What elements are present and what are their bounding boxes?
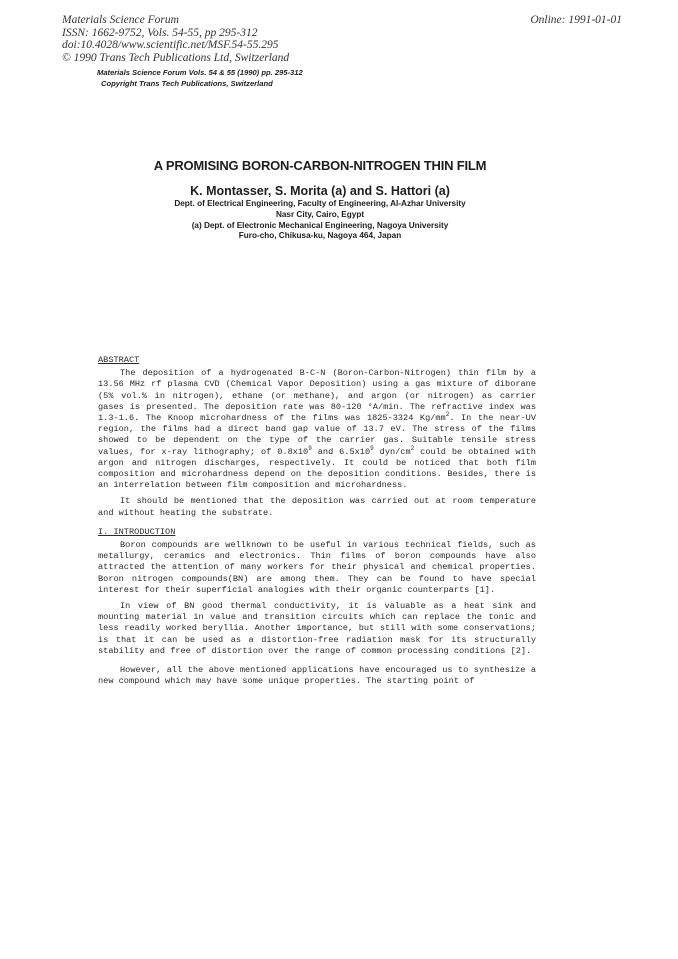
stamp-line-1: Materials Science Forum Vols. 54 & 55 (1990) pp. 295-312: [97, 68, 303, 77]
title-block: [80, 158, 560, 242]
affiliation-line: (a) Dept. of Electronic Mechanical Engineering, Nagoya University: [191, 220, 449, 230]
issn-line: ISSN: 1662-9752, Vols. 54-55, pp 295-312: [62, 26, 258, 39]
doi-line: doi:10.4028/www.scientific.net/MSF.54-55.295: [62, 39, 279, 51]
affiliation-line: Furo-cho, Chikusa-ku, Nagoya 464, Japan: [238, 231, 402, 241]
introduction-paragraph: In view of BN good thermal conductivity, it is valuable as a heat sink and mounting material in value and transition circuits which can replace the tonic and less readily worked beryllia. Another importance, but still with some conservations; is that it can be used as a distortion-free radiation mask for its structurally stability and free of distortion over the range of common processing conditions [2].: [98, 601, 536, 656]
abstract-paragraph: It should be mentioned that the deposition was carried out at room temperature and without heating the substrate.: [98, 496, 536, 518]
online-date: Online: 1991-01-01: [530, 14, 622, 26]
copyright-line: © 1990 Trans Tech Publications Ltd, Switzerland: [62, 51, 290, 64]
introduction-heading: I. INTRODUCTION: [98, 526, 176, 537]
stamp-line-2: Copyright Trans Tech Publications, Switzerland: [101, 79, 273, 88]
affiliation-line: Nasr City, Cairo, Egypt: [275, 209, 365, 219]
paper-title: A PROMISING BORON-CARBON-NITROGEN THIN FILM: [153, 158, 487, 173]
abstract-heading: ABSTRACT: [98, 355, 140, 365]
publication-header: [62, 14, 622, 64]
original-copyright-stamp: [97, 67, 303, 89]
paper-body: [98, 355, 536, 687]
affiliation-line: Dept. of Electrical Engineering, Faculty of Engineering, Al-Azhar University: [174, 199, 466, 208]
introduction-paragraph: Boron compounds are wellknown to be useful in various technical fields, such as metallurgy, ceramics and electronics. Thin films of boron compounds have also attracted the attention of many workers for their physical and chemical properties. Boron nitrogen compounds(BN) are among them. They can be found to have special interest for their superficial analogies with their organic counterparts [1].: [98, 540, 536, 595]
abstract-paragraph: The deposition of a hydrogenated B-C-N (Boron-Carbon-Nitrogen) thin film by a 13.56 MHz rf plasma CVD (Chemical Vapor Deposition) using a gas mixture of diborane (5% vol.% in nitrogen), ethane (or methane), and argon (or nitrogen) as carrier gases is presented. The deposition rate was 80-120 °A/min. The refractive index was 1.3-1.6. The Knoop microhardness of the films was 1825-3324 $Kg/mm^2$. In the near-UV region, the films had a direct band gap value of 13.7 eV. The stress of the films showed to be dependent on the type of the carrier gas. Suitable tensile stress values, for x-ray lithography; of $0.8x10^9$ and $6.5x10^9$ dyn/$cm^2$ could be obtained with argon and nitrogen discharges, respectively. It could be noticed that both film composition and microhardness depend on the deposition conditions. Besides, there is an interrelation between film composition and microhardness.: [98, 368, 536, 491]
paper-authors: K. Montasser, S. Morita (a) and S. Hattori (a): [190, 184, 450, 198]
introduction-paragraph: However, all the above mentioned applications have encouraged us to synthesize a new compound which may have some unique properties. The starting point of: [98, 665, 536, 687]
journal-name: Materials Science Forum: [62, 14, 179, 26]
